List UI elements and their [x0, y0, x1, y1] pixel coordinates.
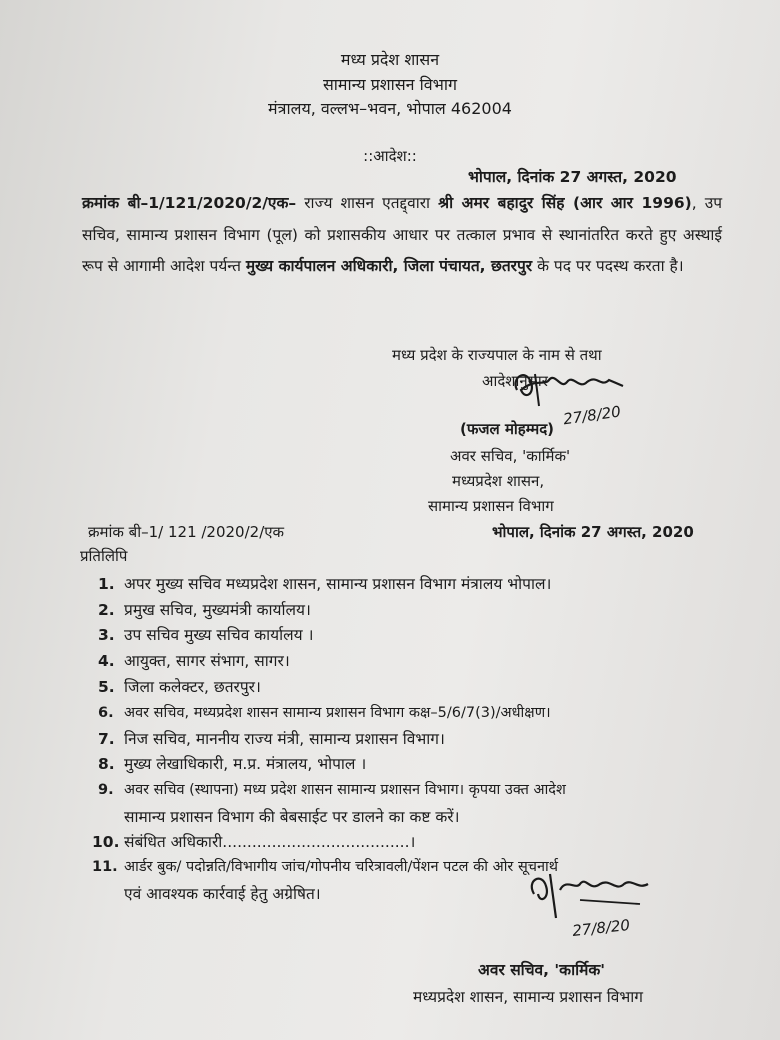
list-item — [98, 702, 551, 722]
signature-2 — [520, 860, 670, 950]
list-item — [98, 623, 313, 645]
body-text: , उप सचिव, सामान्य प्रशासन विभाग (पूल) को प्रशासकीय आधार पर तत्काल प्रभाव से स्थानांतरित करते हुए अस्थाई रूप से आगामी आदेश पर्यन्त — [82, 194, 723, 275]
signatory-name: (फजल मोहम्मद) — [460, 420, 555, 438]
header-address: मंत्रालय, वल्लभ–भवन, भोपाल 462004 — [268, 99, 512, 118]
list-item-number: 7. — [98, 730, 115, 748]
order-title: ::आदेश:: — [363, 147, 417, 165]
list-item-number: 1. — [98, 575, 115, 593]
list-item-continuation: एवं आवश्यक कार्रवाई हेतु अग्रेषित। — [124, 885, 321, 903]
list-item — [92, 856, 558, 876]
list-item-number: 11. — [92, 859, 118, 875]
list-item-text: उप सचिव मुख्य सचिव कार्यालय । — [124, 626, 314, 644]
list-item-text: जिला कलेक्टर, छतरपुर। — [124, 678, 261, 696]
list-item — [98, 675, 261, 697]
list-item-number: 8. — [98, 755, 115, 773]
list-item-text: अवर सचिव (स्थापना) मध्य प्रदेश शासन सामान्य प्रशासन विभाग। कृपया उक्त आदेश — [124, 782, 566, 798]
list-item-text: अवर सचिव, मध्यप्रदेश शासन सामान्य प्रशासन विभाग कक्ष–5/6/7(3)/अधीक्षण। — [124, 705, 551, 721]
body-text: के पद पर पदस्थ करता है। — [532, 257, 684, 275]
order-ref-no: क्रमांक बी–1/121/2020/2/एक– — [82, 194, 297, 212]
list-item — [98, 727, 445, 749]
authority-line1: मध्य प्रदेश के राज्यपाल के नाम से तथा — [392, 346, 602, 364]
list-item-number: 3. — [98, 626, 115, 644]
list-item — [98, 649, 290, 671]
copy-date: भोपाल, दिनांक 27 अगस्त, 2020 — [492, 523, 694, 541]
order-body — [82, 188, 722, 283]
header-department: सामान्य प्रशासन विभाग — [322, 75, 458, 94]
signatory2-designation: अवर सचिव, 'कार्मिक' — [478, 961, 606, 979]
list-item-number: 5. — [98, 678, 115, 696]
list-item-number: 10. — [92, 833, 120, 851]
list-item-number: 4. — [98, 652, 115, 670]
signature-1-date: 27/8/20 — [562, 402, 622, 429]
list-item — [98, 779, 566, 799]
body-text: राज्य शासन एतद्द्वारा — [296, 194, 439, 212]
signatory-state: मध्यप्रदेश शासन, — [452, 472, 545, 490]
list-item-text: अपर मुख्य सचिव मध्यप्रदेश शासन, सामान्य प्रशासन विभाग मंत्रालय भोपाल। — [124, 575, 552, 593]
list-item-continuation: सामान्य प्रशासन विभाग की बेबसाईट पर डालने का कष्ट करें। — [124, 808, 460, 826]
list-item-number: 2. — [98, 601, 115, 619]
list-item-number: 9. — [98, 782, 114, 798]
header-govt: मध्य प्रदेश शासन — [340, 50, 440, 69]
list-item-number: 6. — [98, 705, 114, 721]
authority-line2: आदेशानुसार — [482, 372, 548, 390]
list-item-text: आयुक्त, सागर संभाग, सागर। — [124, 652, 290, 670]
signature-2-date: 27/8/20 — [571, 915, 631, 940]
posting-post: मुख्य कार्यपालन अधिकारी, जिला पंचायत, छतरपुर — [245, 257, 533, 275]
list-item-text: प्रमुख सचिव, मुख्यमंत्री कार्यालय। — [124, 601, 311, 619]
list-item — [98, 752, 366, 774]
list-item — [92, 830, 415, 852]
order-date: भोपाल, दिनांक 27 अगस्त, 2020 — [468, 168, 677, 186]
signatory-dept: सामान्य प्रशासन विभाग — [428, 497, 554, 515]
list-item-text: मुख्य लेखाधिकारी, म.प्र. मंत्रालय, भोपाल । — [124, 755, 367, 773]
copy-label: प्रतिलिपि — [80, 547, 128, 565]
list-item — [98, 572, 551, 594]
list-item-text: संबंधित अधिकारी......................................। — [124, 833, 416, 851]
signatory-designation: अवर सचिव, 'कार्मिक' — [450, 447, 571, 465]
list-item-text: निज सचिव, माननीय राज्य मंत्री, सामान्य प्रशासन विभाग। — [124, 730, 445, 748]
list-item-text: आर्डर बुक/ पदोन्नति/विभागीय जांच/गोपनीय चरित्रावली/पेंशन पटल की ओर सूचनार्थ — [124, 859, 559, 875]
officer-name: श्री अमर बहादुर सिंह (आर आर 1996) — [438, 194, 692, 212]
signatory2-dept: मध्यप्रदेश शासन, सामान्य प्रशासन विभाग — [413, 988, 644, 1006]
copy-ref-no: क्रमांक बी–1/ 121 /2020/2/एक — [88, 523, 285, 541]
list-item — [98, 598, 311, 620]
